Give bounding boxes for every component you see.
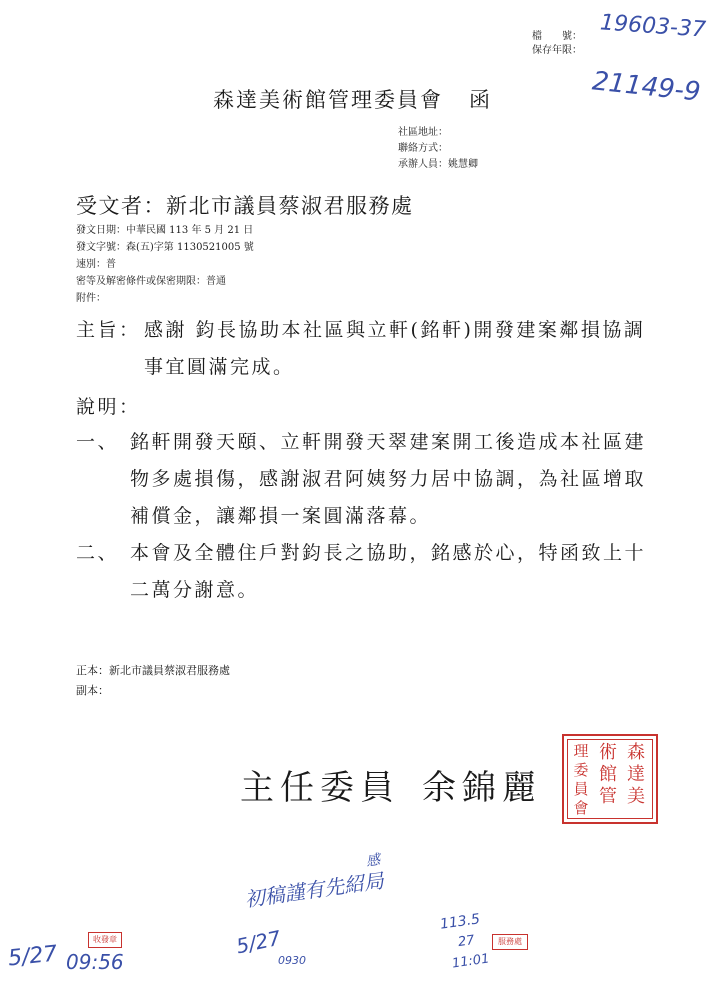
- item-1-line-2: 物多處損傷，感謝淑君阿姨努力居中協調，為社區增取: [130, 468, 647, 490]
- signature-title: 主任委員: [240, 768, 400, 808]
- organization-seal: [562, 734, 658, 824]
- page-title: 森達美術館管理委員會 函: [213, 88, 492, 112]
- handwritten-note-date: 5/27: [233, 925, 283, 959]
- bottom-left-date: 5/27: [6, 941, 59, 972]
- handwritten-note-small: 感: [365, 852, 382, 870]
- signature: [240, 760, 542, 809]
- item-2-line-1: 本會及全體住戶對鈞長之協助，銘感於心，特函致上十: [130, 542, 647, 564]
- retention-label: 保存年限：: [532, 45, 582, 56]
- doc-type: 函: [469, 88, 492, 112]
- handler-row: 承辦人員：姚慧卿: [398, 159, 478, 170]
- issue-date: 發文日期：中華民國 113 年 5 月 21 日: [76, 225, 254, 236]
- bottom-left-time: 09:56: [66, 950, 124, 974]
- secrecy: 密等及解密條件或保密期限：普通: [76, 276, 226, 287]
- recipient: 受文者：新北市議員蔡淑君服務處: [76, 194, 414, 218]
- handwritten-note-time: 0930: [278, 954, 306, 967]
- subject-label: 主旨：: [76, 319, 141, 341]
- explanation-label: 說明：: [76, 396, 141, 418]
- contact-label: 聯絡方式：: [398, 143, 448, 154]
- handwritten-received-date-1: 113.5: [439, 911, 482, 933]
- seal-col-1: 森達美: [627, 742, 645, 807]
- item-1-line-3: 補償金，讓鄰損一案圓滿落幕。: [130, 505, 432, 527]
- seal-col-2: 術館管: [599, 742, 617, 807]
- subject-line-2: 事宜圓滿完成。: [144, 356, 295, 378]
- handwritten-received-date-2: 27: [457, 932, 476, 951]
- service-office-stamp: 服務處: [492, 934, 528, 950]
- original-recipient: 正本：新北市議員蔡淑君服務處: [76, 664, 230, 677]
- handwritten-note-main: 初稿謹有先紹局: [243, 868, 386, 912]
- handwritten-retention: 21149-9: [590, 66, 702, 108]
- attachments: 附件：: [76, 293, 106, 304]
- signature-name: 余錦麗: [422, 768, 542, 808]
- item-1-marker: 一、: [76, 431, 120, 453]
- item-2-line-2: 二萬分謝意。: [130, 579, 260, 601]
- copy-recipient: 副本：: [76, 684, 109, 697]
- item-1-line-1: 銘軒開發天頤、立軒開發天翠建案開工後造成本社區建: [130, 431, 647, 453]
- item-2-marker: 二、: [76, 542, 120, 564]
- file-number-label: 檔 號：: [532, 31, 582, 42]
- speed: 速別：普: [76, 259, 116, 270]
- document-number: 發文字號：森(五)字第 1130521005 號: [76, 242, 254, 253]
- seal-col-3: 理委員會: [573, 742, 589, 817]
- handwritten-received-time: 11:01: [451, 951, 491, 972]
- receipt-stamp: 收發章: [88, 932, 122, 948]
- address-label: 社區地址：: [398, 127, 448, 138]
- handwritten-file-number: 19603-37: [599, 10, 707, 43]
- subject-line-1: 感謝 鈞長協助本社區與立軒(銘軒)開發建案鄰損協調: [144, 319, 646, 341]
